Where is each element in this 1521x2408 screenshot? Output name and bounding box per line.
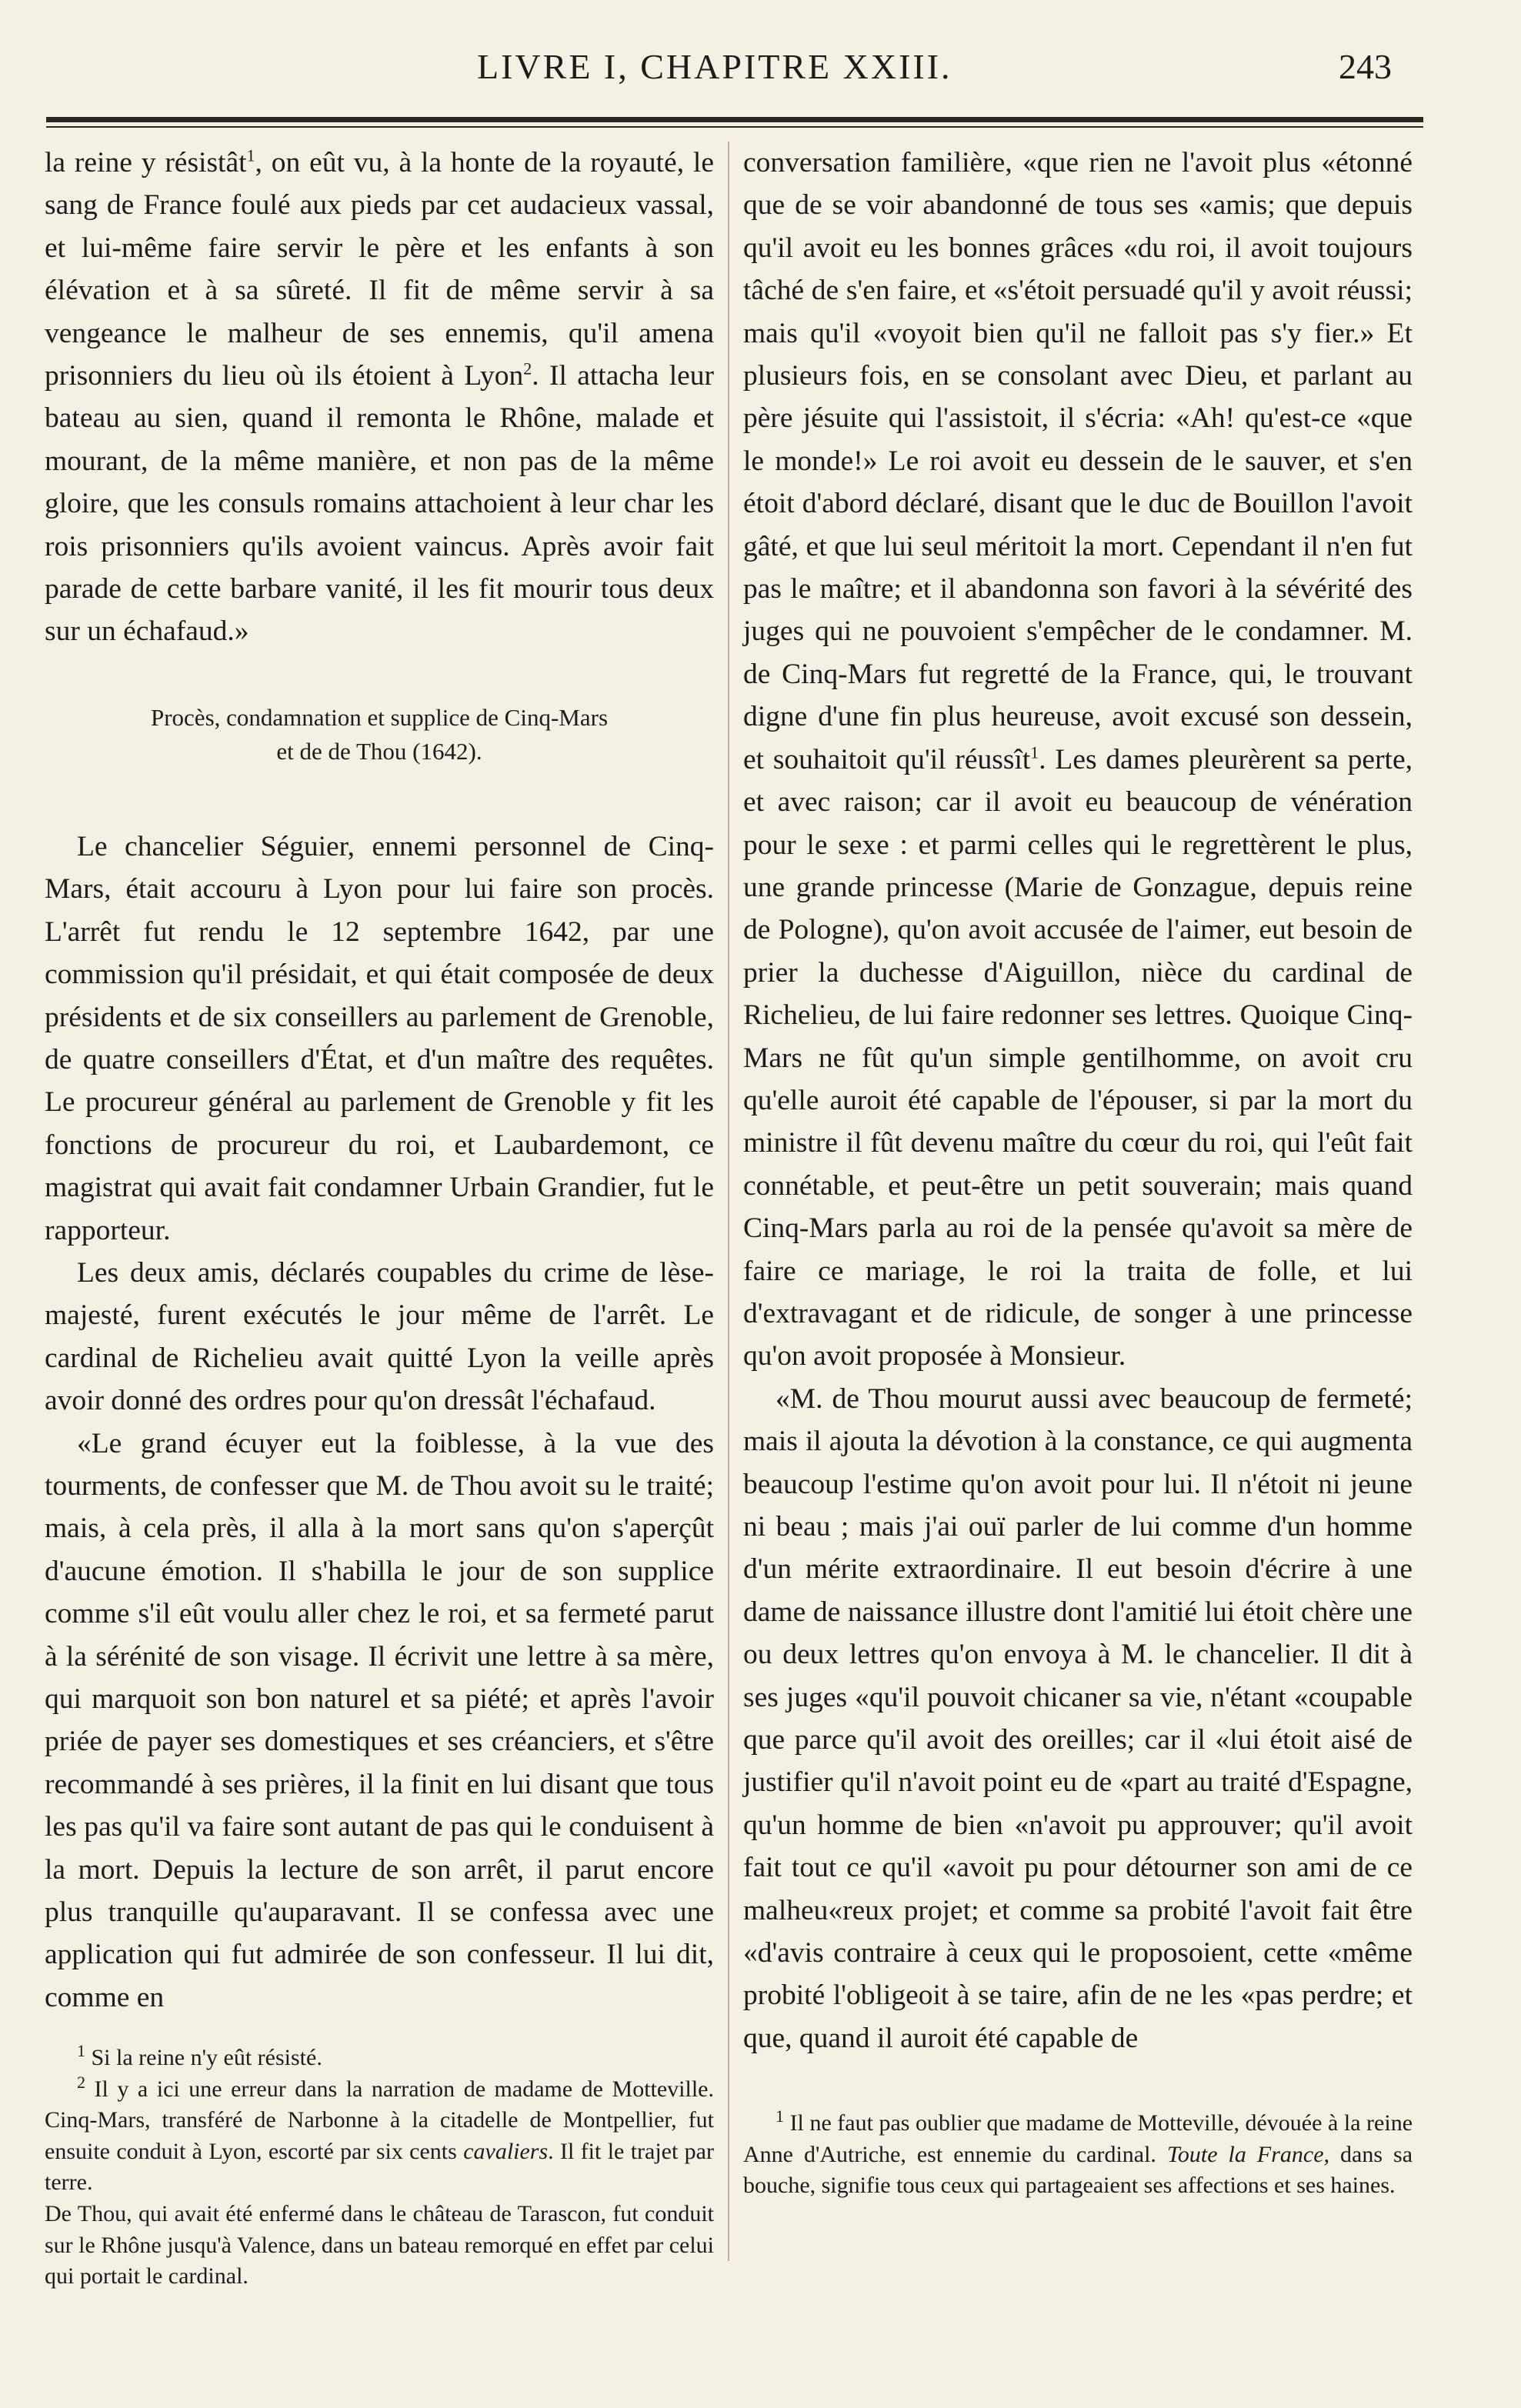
footnote-mark: 1 bbox=[776, 2106, 784, 2126]
right-footnotes bbox=[743, 2108, 1413, 2202]
footnote-text: Il y a ici une erreur dans la narration de madame de Motteville. Cinq-Mars, transféré de Narbonne à la citadelle de Montpellier, fut ensuite conduit à Lyon, escorté par six cents bbox=[45, 2076, 714, 2164]
paragraph-text: conversation familière, «que rien ne l'avoit plus «étonné que de se voir abandonné de tous ses «amis; que depuis qu'il avoit eu les bonnes grâces «du roi, il avoit toujours tâché de s'en faire, et «s'étoit persuadé qu'il y avoit réussi; mais qu'il «voyoit bien qu'il ne falloit pas s'y fier.» Et plusieurs fois, en se consolant avec Dieu, et parlant au père jésuite qui l'assistoit, il s'écria: «Ah! qu'est-ce «que le monde!» Le roi avoit eu dessein de le sauver, et s'en étoit d'abord déclaré, disant que le duc de Bouillon l'avoit gâté, et que lui seul méritoit la mort. Cependant il n'en fut pas le maître; et il abandonna son favori à la sévérité des juges qui ne pouvoient s'empêcher de le condamner. M. de Cinq-Mars fut regretté de la France, qui, le trouvant digne d'une fin plus heureuse, avoit excusé son dessein, et souhaitoit qu'il réussît bbox=[743, 147, 1413, 775]
footnote-text: dans sa bouche, signifie tous ceux qui partageaient ses affections et ses haines. bbox=[743, 2141, 1413, 2199]
paragraph-text: . Les dames pleurèrent sa perte, et avec raison; car il avoit eu beaucoup de vénération pour le sexe : et parmi celles qui le regrettèrent le plus, une grande princesse (Marie de Gonzague, depuis reine de Pologne), qu'on avoit accusée de l'aimer, eut besoin de prier la duchesse d'Aiguillon, nièce du cardinal de Richelieu, de lui faire redonner ses lettres. Quoique Cinq-Mars ne fût qu'un simple gentilhomme, on avoit cru qu'elle auroit été capable de l'épouser, si par la mort du ministre il fût devenu maître du cœur du roi, qui l'eût fait connétable, et peut-être un petit souverain; mais quand Cinq-Mars parla au roi de la pensée qu'avoit sa mère de faire ce mariage, le roi la traita de folle, et lui d'extravagant et de ridicule, de songer à une princesse qu'on avoit proposée à Monsieur. bbox=[743, 743, 1413, 1372]
left-column bbox=[45, 142, 714, 2296]
footnote-text: Il ne faut pas oublier que madame de Motteville, dévouée à la reine Anne d'Autriche, est ennemie du cardinal. bbox=[743, 2110, 1413, 2167]
footnote-italic: Toute la France, bbox=[1166, 2141, 1330, 2167]
column-divider bbox=[728, 142, 729, 2261]
left-footnotes bbox=[45, 2043, 714, 2293]
footnote-italic: cavaliers bbox=[463, 2138, 549, 2164]
right-column bbox=[743, 142, 1413, 2311]
paragraph: Les deux amis, déclarés coupables du crime de lèse-majesté, furent exécutés le jour même de l'arrêt. Le cardinal de Richelieu avait quitté Lyon la veille après avoir donné des ordres pour qu'on dressât l'échafaud. bbox=[45, 1256, 714, 1417]
paragraph: Le chancelier Séguier, ennemi personnel de Cinq-Mars, était accouru à Lyon pour lui faire son procès. L'arrêt fut rendu le 12 septembre 1642, par une commission qu'il présidait, et qui était composée de deux présidents et de six conseillers au parlement de Grenoble, de quatre conseillers d'État, et d'un maître des requêtes. Le procureur général au parlement de Grenoble y fit les fonctions de procureur du roi, et Laubardemont, ce magistrat qui avait fait condamner Urbain Grandier, fut le rapporteur. bbox=[45, 830, 714, 1246]
paragraph bbox=[743, 142, 1413, 1378]
header-rule bbox=[46, 117, 1423, 128]
paragraph-text: . Il attacha leur bateau au sien, quand il remonta le Rhône, malade et mourant, de la même manière, et non pas de la même gloire, que les consuls romains attachoient à leur char les rois prisonniers qu'ils avoient vaincus. Après avoir fait parade de cette barbare vanité, il les fit mourir tous deux sur un échafaud.» bbox=[45, 360, 714, 648]
paragraph bbox=[45, 142, 714, 653]
paragraph: «Le grand écuyer eut la foiblesse, à la vue des tourments, de confesser que M. de Thou avoit su le traité; mais, à cela près, il alla à la mort sans qu'on s'aperçût d'aucune émotion. Il s'habilla le jour de son supplice comme s'il eût voulu aller chez le roi, et sa fermeté parut à la sérénité de son visage. Il écrivit une lettre à sa mère, qui marquoit son bon naturel et sa piété; et après l'avoir priée de payer ses domestiques et ses créanciers, et s'être recommandé à ses prières, il la finit en lui disant que tous les pas qu'il va faire sont autant de pas qui le conduisent à la mort. Depuis la lecture de son arrêt, il parut encore plus tranquille qu'auparavant. Il se confessa avec une application qui fut admirée de son confesseur. Il lui dit, comme en bbox=[45, 1427, 714, 2013]
footnote-ref: 1 bbox=[1030, 742, 1039, 762]
footnote bbox=[45, 2074, 714, 2199]
section-subheading bbox=[45, 701, 714, 769]
paragraph-text: la reine y résistât bbox=[45, 147, 247, 178]
footnote-mark: 2 bbox=[77, 2072, 85, 2092]
paragraph: «M. de Thou mourut aussi avec beaucoup de fermeté; mais il ajouta la dévotion à la constance, ce qui augmenta beaucoup l'estime qu'on avoit pour lui. Il n'étoit ni jeune ni beau ; mais j'ai ouï parler de lui comme d'un homme d'un mérite extraordinaire. Il eut besoin d'écrire à une dame de naissance illustre dont l'amitié lui étoit chère une ou deux lettres qu'on envoya à M. le chancelier. Il dit à ses juges «qu'il pouvoit chicaner sa vie, n'étant «coupable que parce qu'il avoit des oreilles; car il «lui étoit aisé de justifier qu'il n'avoit point eu de «part au traité d'Espagne, qu'un homme de bien «n'avoit pu approuver; qu'il avoit fait tout ce qu'il «avoit pu pour détourner son ami de ce malheu«reux projet; et comme sa probité l'avoit fait être «d'avis contraire à ceux qui le proposoient, cette «même probité l'obligeoit à se taire, afin de ne les «pas perdre; et que, quand il auroit été capable de bbox=[743, 1382, 1413, 2054]
subheading-line: Procès, condamnation et supplice de Cinq-Mars bbox=[150, 703, 609, 731]
running-title: LIVRE I, CHAPITRE XXIII. bbox=[477, 47, 952, 86]
subheading-line: et de de Thou (1642). bbox=[276, 737, 482, 765]
footnote-ref: 2 bbox=[523, 359, 532, 379]
footnote-text: Si la reine n'y eût résisté. bbox=[91, 2045, 322, 2070]
footnote: De Thou, qui avait été enfermé dans le château de Tarascon, fut conduit sur le Rhône jusqu'à Valence, dans un bateau remorqué en effet par celui qui portait le cardinal. bbox=[45, 2200, 714, 2290]
page-number: 243 bbox=[1339, 47, 1392, 86]
paragraph-text: , on eût vu, à la honte de la royauté, le sang de France foulé aux pieds par cet audacieux vassal, et lui-même faire servir le père et les enfants à son élévation et à sa sûreté. Il fit de même servir à sa vengeance le malheur de ses ennemis, qu'il amena prisonniers du lieu où ils étoient à Lyon bbox=[45, 147, 714, 392]
page-header bbox=[46, 40, 1423, 94]
footnote-mark: 1 bbox=[77, 2041, 85, 2060]
footnote bbox=[45, 2043, 714, 2074]
footnote-text: . Il fit le trajet par terre. bbox=[45, 2138, 714, 2196]
footnote bbox=[743, 2108, 1413, 2202]
footnote-ref: 1 bbox=[246, 145, 255, 165]
